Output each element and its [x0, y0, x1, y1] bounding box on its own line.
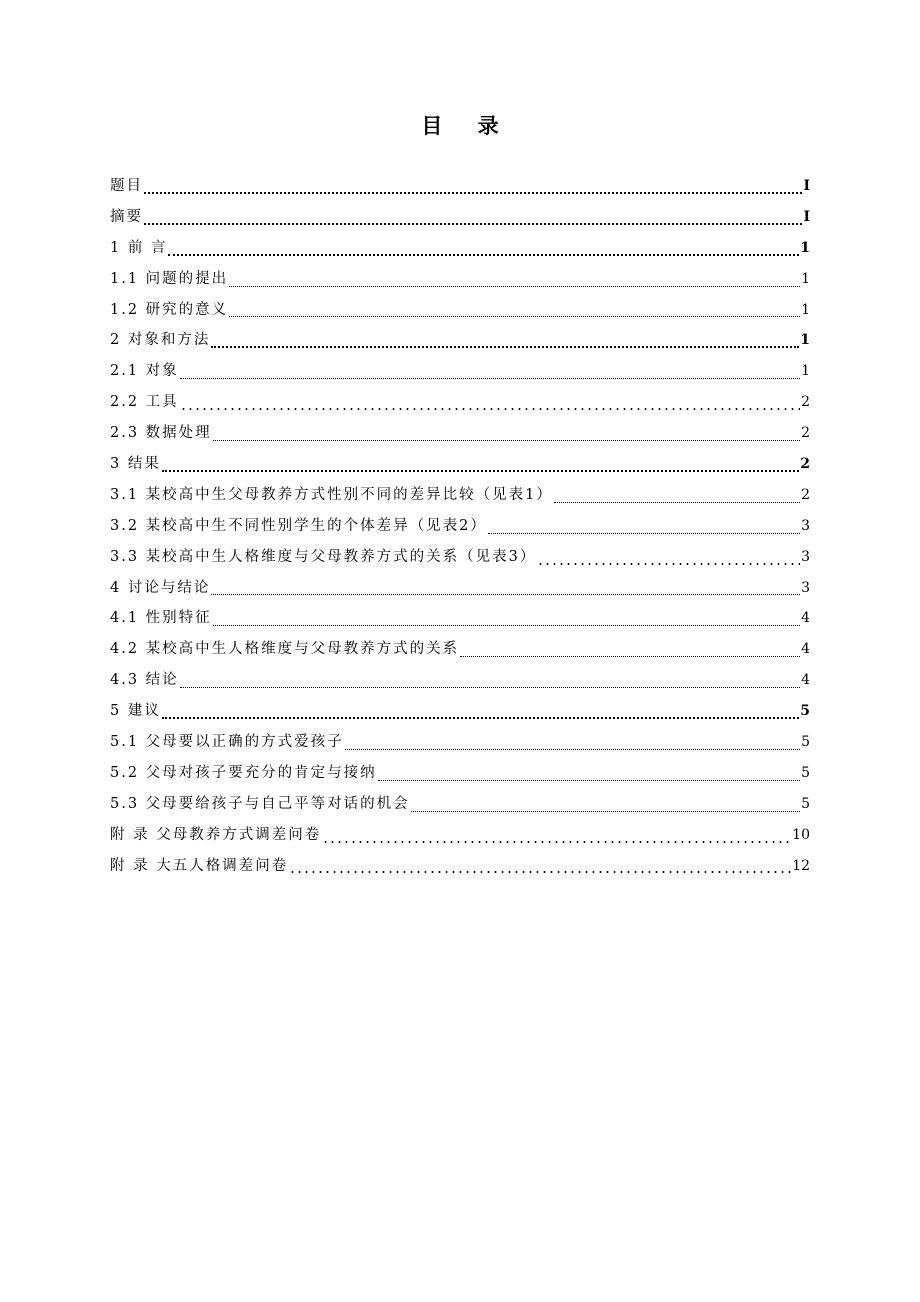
- toc-entry-page-number: 2: [801, 425, 810, 442]
- toc-dot-leader: [460, 656, 800, 657]
- toc-entry[interactable]: [110, 202, 810, 233]
- toc-entry-label: 5.2 父母对孩子要充分的肯定与接纳: [110, 764, 377, 781]
- toc-entry[interactable]: [110, 295, 810, 326]
- toc-dot-leader: [180, 408, 800, 410]
- toc-entry-page-number: 2: [801, 394, 810, 411]
- toc-entry-page-number: 2: [801, 486, 810, 503]
- toc-entry[interactable]: [110, 789, 810, 820]
- toc-entry[interactable]: [110, 233, 810, 264]
- toc-dot-leader: [322, 841, 791, 843]
- toc-entry-label: 1.2 研究的意义: [110, 301, 229, 318]
- toc-entry[interactable]: [110, 603, 810, 634]
- toc-entry-label: 摘要: [110, 208, 143, 225]
- toc-entry-label: 附 录 父母教养方式调差问卷: [110, 826, 322, 843]
- page-title: 目 录: [421, 114, 513, 138]
- toc-entry[interactable]: [110, 171, 810, 202]
- toc-dot-leader: [211, 346, 799, 348]
- toc-entry-page-number: I: [803, 208, 810, 225]
- toc-dot-leader: [411, 811, 800, 812]
- toc-entry-page-number: 4: [801, 610, 810, 627]
- toc-entry[interactable]: [110, 820, 810, 851]
- toc-entry-page-number: 1: [800, 332, 810, 349]
- toc-entry-label: 3.2 某校高中生不同性别学生的个体差异（见表2）: [110, 517, 487, 534]
- toc-entry-page-number: I: [803, 177, 810, 194]
- toc-dot-leader: [180, 378, 800, 379]
- toc-entry-page-number: 3: [801, 517, 810, 534]
- toc-entry-label: 2.2 工具: [110, 394, 179, 411]
- toc-dot-leader: [229, 316, 800, 317]
- toc-entry[interactable]: [110, 356, 810, 387]
- toc-entry-label: 3 结果: [110, 456, 161, 472]
- toc-dot-leader: [144, 223, 802, 225]
- toc-entry[interactable]: [110, 634, 810, 665]
- toc-entry[interactable]: [110, 696, 810, 727]
- toc-entry[interactable]: [110, 264, 810, 295]
- toc-dot-leader: [162, 717, 799, 719]
- toc-entry-label: 2.1 对象: [110, 363, 179, 380]
- toc-dot-leader: [211, 594, 800, 595]
- toc-dot-leader: [213, 625, 800, 626]
- toc-dot-leader: [213, 440, 800, 441]
- toc-entry-page-number: 5: [801, 764, 810, 781]
- toc-entry[interactable]: [110, 480, 810, 511]
- toc-dot-leader: [168, 254, 799, 256]
- toc-dot-leader: [378, 780, 800, 781]
- toc-entry-label: 5 建议: [110, 703, 161, 720]
- toc-dot-leader: [554, 502, 800, 503]
- toc-entry-page-number: 5: [801, 795, 810, 812]
- toc-entry-label: 3.1 某校高中生父母教养方式性别不同的差异比较（见表1）: [110, 486, 553, 503]
- toc-entry[interactable]: [110, 511, 810, 542]
- toc-dot-leader: [289, 871, 791, 873]
- toc-entry-page-number: 3: [801, 548, 810, 565]
- toc-entry-page-number: 10: [792, 826, 810, 843]
- toc-entry-label: 4.2 某校高中生人格维度与父母教养方式的关系: [110, 641, 460, 658]
- toc-entry-page-number: 1: [801, 270, 810, 287]
- toc-entry-page-number: 4: [801, 672, 810, 689]
- toc-entry-page-number: 12: [792, 857, 810, 874]
- toc-entry-label: 4.3 结论: [110, 672, 179, 689]
- toc-entry-page-number: 2: [800, 456, 810, 472]
- toc-entry[interactable]: [110, 758, 810, 789]
- toc-entry-page-number: 3: [801, 579, 810, 596]
- toc-entry-label: 题目: [110, 177, 143, 194]
- toc-entry[interactable]: [110, 449, 810, 480]
- toc-dot-leader: [162, 470, 799, 472]
- toc-entry-page-number: 4: [801, 641, 810, 658]
- toc-entry-page-number: 5: [800, 703, 810, 720]
- toc-entry-page-number: 1: [801, 301, 810, 318]
- toc-entry-page-number: 1: [801, 363, 810, 380]
- toc-entry-label: 2.3 数据处理: [110, 425, 212, 442]
- toc-entry-label: 3.3 某校高中生人格维度与父母教养方式的关系（见表3）: [110, 548, 537, 565]
- toc-entry[interactable]: [110, 727, 810, 758]
- toc-entry[interactable]: [110, 573, 810, 604]
- toc-entry-label: 1 前 言: [110, 239, 168, 256]
- toc-entry-label: 1.1 问题的提出: [110, 270, 229, 287]
- toc-entry-label: 附 录 大五人格调差问卷: [110, 857, 289, 874]
- toc-dot-leader: [488, 533, 800, 534]
- toc-entry[interactable]: [110, 387, 810, 418]
- table-of-contents: [110, 171, 810, 881]
- toc-dot-leader: [144, 192, 802, 194]
- toc-entry[interactable]: [110, 418, 810, 449]
- toc-entry[interactable]: [110, 542, 810, 573]
- toc-entry-label: 4.1 性别特征: [110, 610, 212, 627]
- toc-entry[interactable]: [110, 665, 810, 696]
- toc-entry-page-number: 1: [800, 239, 810, 256]
- toc-entry-label: 4 讨论与结论: [110, 579, 211, 596]
- toc-entry-label: 2 对象和方法: [110, 332, 211, 349]
- toc-dot-leader: [180, 687, 800, 688]
- toc-dot-leader: [537, 563, 800, 565]
- toc-entry[interactable]: [110, 325, 810, 356]
- toc-entry-label: 5.3 父母要给孩子与自己平等对话的机会: [110, 795, 410, 812]
- toc-entry-page-number: 5: [801, 734, 810, 751]
- toc-dot-leader: [229, 286, 800, 287]
- toc-entry-label: 5.1 父母要以正确的方式爱孩子: [110, 734, 344, 751]
- toc-entry[interactable]: [110, 851, 810, 882]
- toc-dot-leader: [345, 749, 800, 750]
